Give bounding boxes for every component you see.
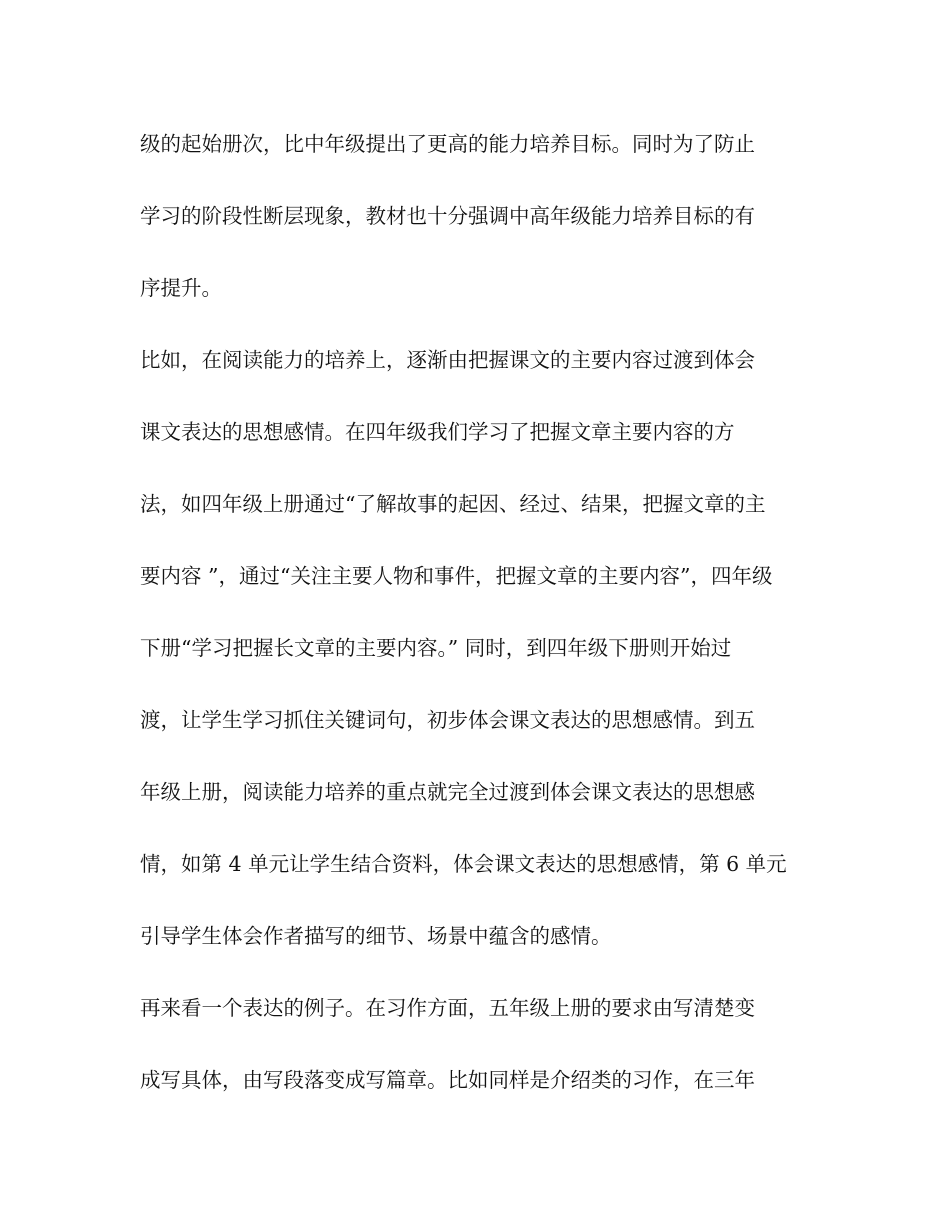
text-line: 法，如四年级上册通过“了解故事的起因、经过、结果，把握文章的主 — [140, 492, 766, 516]
text-line: 引导学生体会作者描写的细节、场景中蕴含的感情。 — [140, 924, 612, 948]
text-line: 下册“学习把握长文章的主要内容。” 同时，到四年级下册则开始过 — [140, 636, 732, 660]
text-line: 要内容 ”，通过“关注主要人物和事件，把握文章的主要内容”，四年级 — [140, 564, 773, 588]
text-line: 学习的阶段性断层现象，教材也十分强调中高年级能力培养目标的有 — [140, 204, 755, 228]
text-line: 情，如第 4 单元让学生结合资料，体会课文表达的思想感情，第 6 单元 — [140, 852, 787, 876]
text-line: 成写具体，由写段落变成写篇章。比如同样是介绍类的习作，在三年 — [140, 1068, 755, 1092]
text-line: 比如，在阅读能力的培养上，逐渐由把握课文的主要内容过渡到体会 — [140, 348, 755, 372]
text-line: 年级上册，阅读能力培养的重点就完全过渡到体会课文表达的思想感 — [140, 780, 755, 804]
text-line: 级的起始册次，比中年级提出了更高的能力培养目标。同时为了防止 — [140, 132, 755, 156]
text-line: 再来看一个表达的例子。在习作方面，五年级上册的要求由写清楚变 — [140, 996, 755, 1020]
text-line: 渡，让学生学习抓住关键词句，初步体会课文表达的思想感情。到五 — [140, 708, 755, 732]
text-line: 课文表达的思想感情。在四年级我们学习了把握文章主要内容的方 — [140, 420, 735, 444]
text-line: 序提升。 — [140, 276, 222, 300]
